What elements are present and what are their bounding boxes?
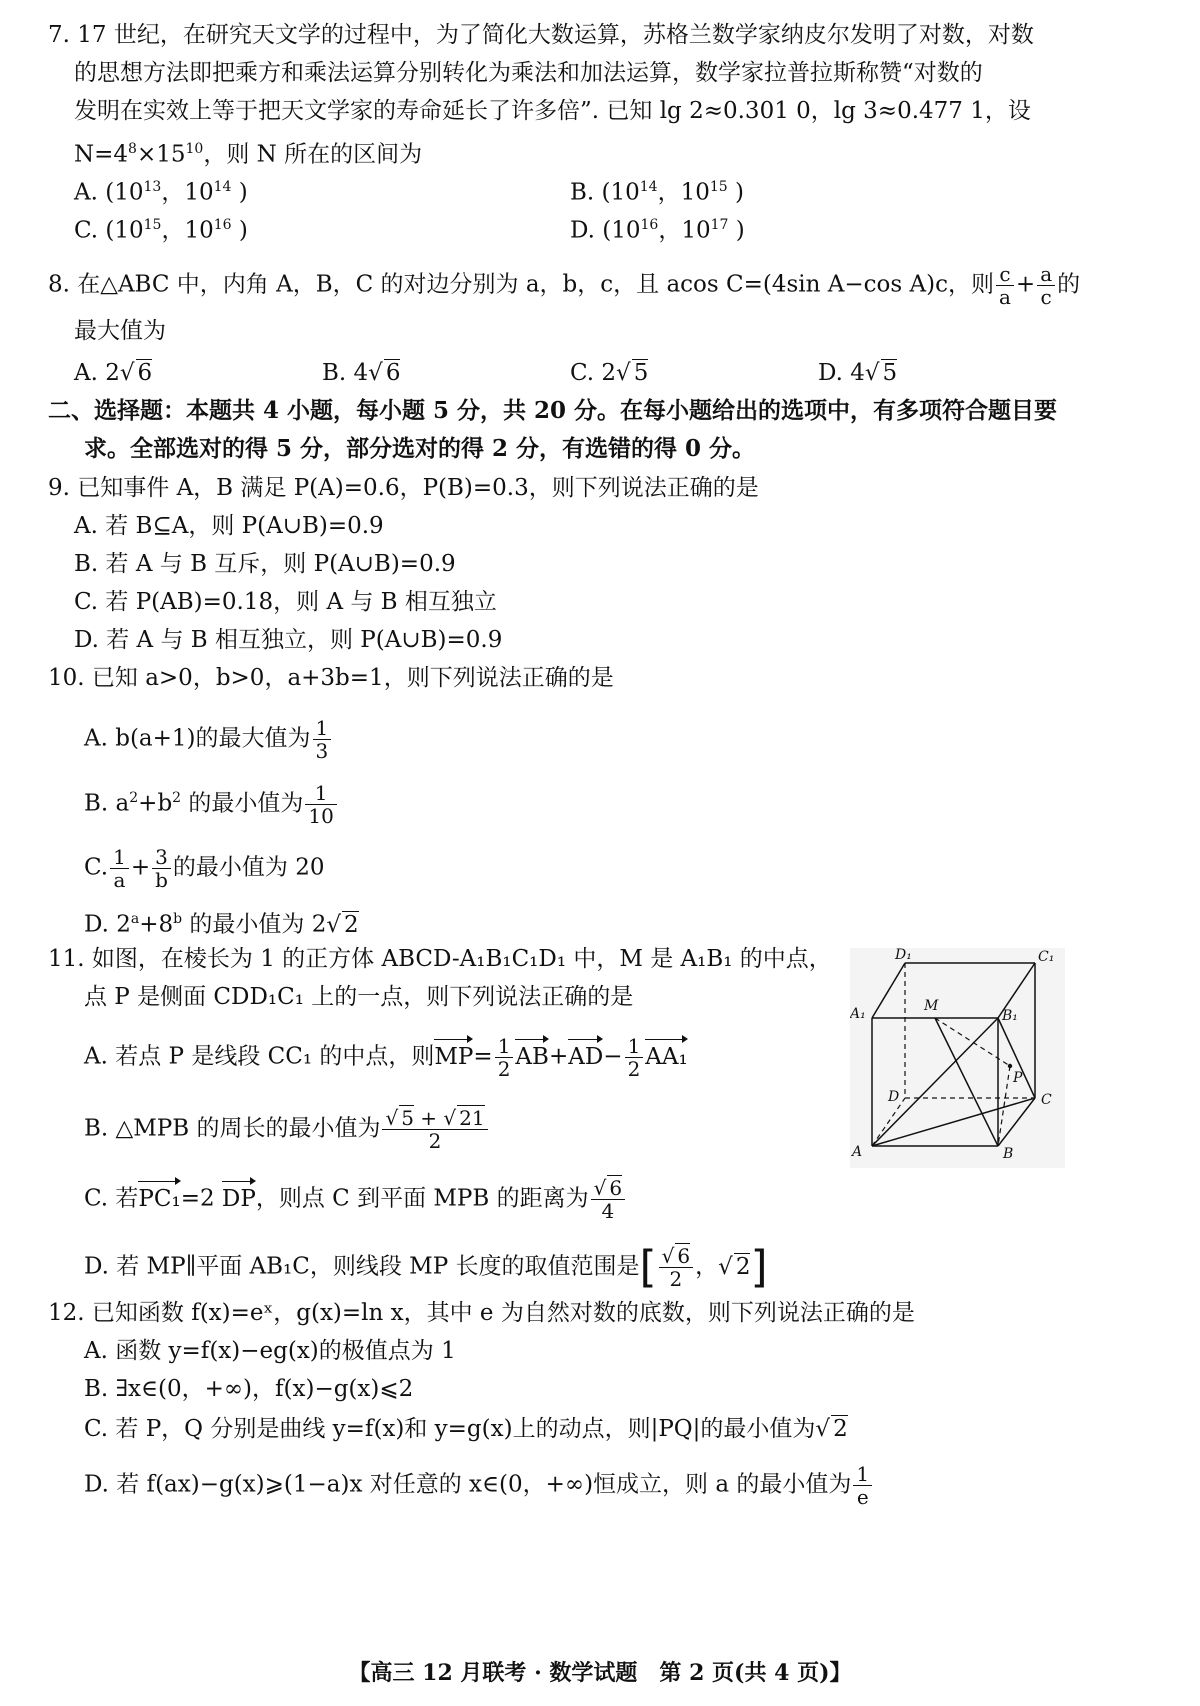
q10-option-c: C. $\frac{1}{a}$ + $\frac{3}{b}$ 的最小值为 20 [84,845,325,892]
q12-option-a: A. 函数 y=f(x)−eg(x)的极值点为 1 [84,1338,456,1364]
q11-option-a: A. 若点 P 是线段 CC₁ 的中点，则MP= $\frac{1}{2}$ AB+AD− $\frac{1}{2}$ AA₁ [84,1034,688,1081]
q8-fraction-c-over-a: $\frac{c}{a}$ [996,263,1014,308]
q8-option-c: C. 2√ 5 [570,360,649,386]
q11-option-b: B. △MPB 的周长的最小值为 $\frac{√ 5 + √ 21}{2}$ [84,1107,490,1152]
label-d: D [888,1089,900,1105]
q9-option-a: A. 若 B⊆A，则 P(A∪B)=0.9 [74,513,384,539]
q12-option-b: B. ∃x∈(0，+∞)，f(x)−g(x)⩽2 [84,1376,414,1402]
q9-option-d: D. 若 A 与 B 相互独立，则 P(A∪B)=0.9 [74,627,503,653]
q8-line-1: 8. 在△ABC 中，内角 A，B，C 的对边分别为 a，b，c，且 acos C=(4sin A−cos A)c，则 $\frac{c}{a}$ + $\frac{a}{c}$ 的 [48,262,1081,309]
q10-option-d: D. $2^a+8^b$ 的最小值为 2√ 2 [84,911,359,938]
label-a1: A₁ [850,1006,866,1022]
q7-line-3: 发明在实效上等于把天文学家的寿命延长了许多倍”. 已知 lg 2≈0.301 0，lg 3≈0.477 1，设 [74,98,1031,124]
q12-option-c: C. 若 P，Q 分别是曲线 y=f(x)和 y=g(x)上的动点，则|PQ|的最小值为√ 2 [84,1416,848,1442]
q12-stem: 12. 已知函数 f(x)=eˣ，g(x)=ln x，其中 e 为自然对数的底数，则下列说法正确的是 [48,1300,915,1326]
q11-option-c: C. 若PC₁=2 DP，则点 C 到平面 MPB 的距离为 $\frac{√ 6}{4}$ [84,1177,627,1222]
q7-option-a: A. ($10^{13}$，$10^{14}$ ) [74,179,248,206]
point-p [1008,1064,1012,1068]
q11-line-1: 11. 如图，在棱长为 1 的正方体 ABCD-A₁B₁C₁D₁ 中，M 是 A₁B₁ 的中点， [48,946,832,972]
q11-line-2: 点 P 是侧面 CDD₁C₁ 上的一点，则下列说法正确的是 [84,984,634,1010]
label-b1: B₁ [1002,1008,1018,1024]
q10-stem: 10. 已知 a>0，b>0，a+3b=1，则下列说法正确的是 [48,665,614,691]
q12-option-d: D. 若 f(ax)−g(x)⩾(1−a)x 对任意的 x∈(0，+∞)恒成立，则 a 的最小值为 $\frac{1}{e}$ [84,1463,874,1508]
q10-option-b: B. $a^2+b^2$ 的最小值为 $\frac{1}{10}$ [84,782,339,827]
q8-line-2: 最大值为 [74,318,166,344]
q9-option-b: B. 若 A 与 B 互斥，则 P(A∪B)=0.9 [74,551,456,577]
label-m: M [924,998,939,1014]
q7-line-2: 的思想方法即把乘方和乘法运算分别转化为乘法和加法运算，数学家拉普拉斯称赞“对数的 [74,60,983,86]
label-p: P [1013,1070,1023,1086]
q8-fraction-a-over-c: $\frac{a}{c}$ [1037,263,1055,308]
page-footer: 【高三 12 月联考 · 数学试题 第 2 页(共 4 页)】 [348,1660,852,1686]
q9-stem: 9. 已知事件 A，B 满足 P(A)=0.6，P(B)=0.3，则下列说法正确的是 [48,475,759,501]
label-c1: C₁ [1038,949,1055,965]
q11-option-d: D. 若 MP∥平面 AB₁C，则线段 MP 长度的取值范围是[ $\frac{√ 6}{2}$ ，√ 2] [84,1241,768,1293]
label-b: B [1003,1146,1014,1162]
label-d1: D₁ [895,948,912,963]
q7-line-1: 7. 17 世纪，在研究天文学的过程中，为了简化大数运算，苏格兰数学家纳皮尔发明了对数，对数 [48,22,1034,48]
q7-option-d: D. ($10^{16}$，$10^{17}$ ) [570,217,745,244]
label-a: A [852,1144,863,1160]
q7-option-c: C. ($10^{15}$，$10^{16}$ ) [74,217,248,244]
q10-option-a: A. b(a+1)的最大值为 $\frac{1}{3}$ [84,717,333,762]
section-2-heading-line-1: 二、选择题：本题共 4 小题，每小题 5 分，共 20 分。在每小题给出的选项中，有多项符合题目要 [48,397,1058,424]
q9-option-c: C. 若 P(AB)=0.18，则 A 与 B 相互独立 [74,589,497,615]
cube-figure [850,948,1065,1168]
label-c: C [1041,1092,1052,1108]
q8-option-d: D. 4√ 5 [818,360,898,386]
q8-option-b: B. 4√ 6 [322,360,401,386]
q7-line-4: $N=4^8\times 15^{10}$，则 N 所在的区间为 [74,141,423,168]
q7-option-b: B. ($10^{14}$，$10^{15}$ ) [570,179,744,206]
section-2-heading-line-2: 求。全部选对的得 5 分，部分选对的得 2 分，有选错的得 0 分。 [84,435,756,462]
q8-option-a: A. 2√ 6 [74,360,153,386]
